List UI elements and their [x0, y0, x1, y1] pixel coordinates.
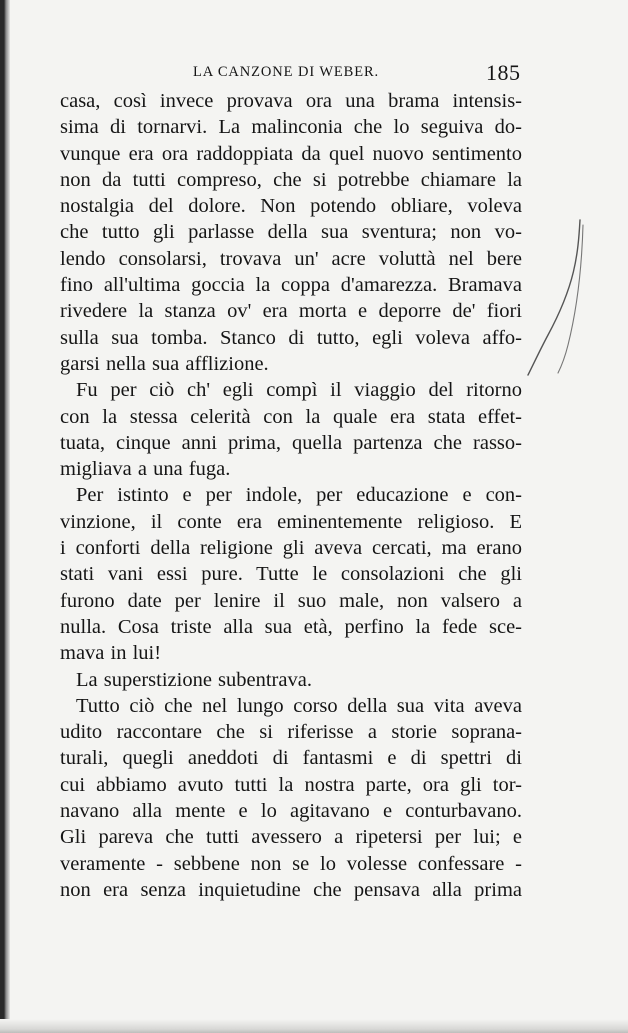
text-line: Per istinto e per indole, per educazione e con-: [76, 484, 522, 507]
text-line: i conforti della religione gli aveva cercati, ma erano: [60, 537, 522, 560]
page-number: 185: [486, 60, 521, 85]
body-text: [60, 88, 522, 903]
text-line: non era senza inquietudine che pensava alla prima: [60, 878, 522, 901]
text-line: udito raccontare che si riferisse a storie soprana-: [60, 721, 522, 744]
text-line: fino all'ultima goccia la coppa d'amarezza. Bramava: [60, 274, 522, 297]
text-line: navano alla mente e lo agitavano e conturbavano.: [60, 800, 522, 823]
text-line: furono date per lenire il suo male, non valsero a: [60, 589, 522, 612]
text-line: cui abbiamo avuto tutti la nostra parte, ora gli tor-: [60, 773, 522, 796]
text-line: tuata, cinque anni prima, quella partenza che rasso-: [60, 431, 522, 454]
running-title: LA CANZONE DI WEBER.: [193, 64, 380, 80]
text-line: veramente - sebbene non se lo volesse confessare -: [60, 852, 522, 875]
text-line: lendo consolarsi, trovava un' acre voluttà nel bere: [60, 247, 522, 270]
text-line: turali, quegli aneddoti di fantasmi e di spettri di: [60, 747, 522, 770]
text-line: sima di tornarvi. La malinconia che lo seguiva do-: [60, 116, 522, 139]
text-line: casa, così invece provava ora una brama intensis-: [60, 90, 522, 112]
text-line: con la stessa celerità con la quale era stata effet-: [60, 405, 522, 428]
text-line: stati vani essi pure. Tutte le consolazioni che gli: [60, 563, 522, 586]
pencil-margin-mark: [520, 215, 590, 385]
text-line: migliava a una fuga.: [60, 458, 231, 481]
text-line: mava in lui!: [60, 642, 162, 665]
text-line: garsi nella sua afflizione.: [60, 352, 269, 375]
text-line: nulla. Cosa triste alla sua età, perfino la fede sce-: [60, 615, 522, 638]
text-line: vinzione, il conte era eminentemente religioso. E: [60, 510, 522, 533]
page-edge-shadow: [0, 0, 10, 1033]
running-head: [0, 60, 628, 86]
text-line: La superstizione subentrava.: [76, 668, 312, 691]
text-line: nostalgia del dolore. Non potendo obliare, voleva: [60, 195, 522, 218]
text-line: rivedere la stanza ov' era morta e deporre de' fiori: [60, 300, 522, 323]
text-line: Gli pareva che tutti avessero a ripetersi per lui; e: [60, 826, 522, 849]
text-line: non da tutti compreso, che si potrebbe chiamare la: [60, 168, 522, 191]
text-line: Tutto ciò che nel lungo corso della sua vita aveva: [76, 694, 522, 717]
text-line: vunque era ora raddoppiata da quel nuovo sentimento: [60, 142, 522, 165]
text-line: sulla sua tomba. Stanco di tutto, egli voleva affo-: [60, 326, 522, 349]
text-line: Fu per ciò ch' egli compì il viaggio del ritorno: [76, 379, 522, 402]
page-bottom-edge: [0, 1019, 628, 1033]
text-line: che tutto gli parlasse della sua sventura; non vo-: [60, 221, 522, 244]
